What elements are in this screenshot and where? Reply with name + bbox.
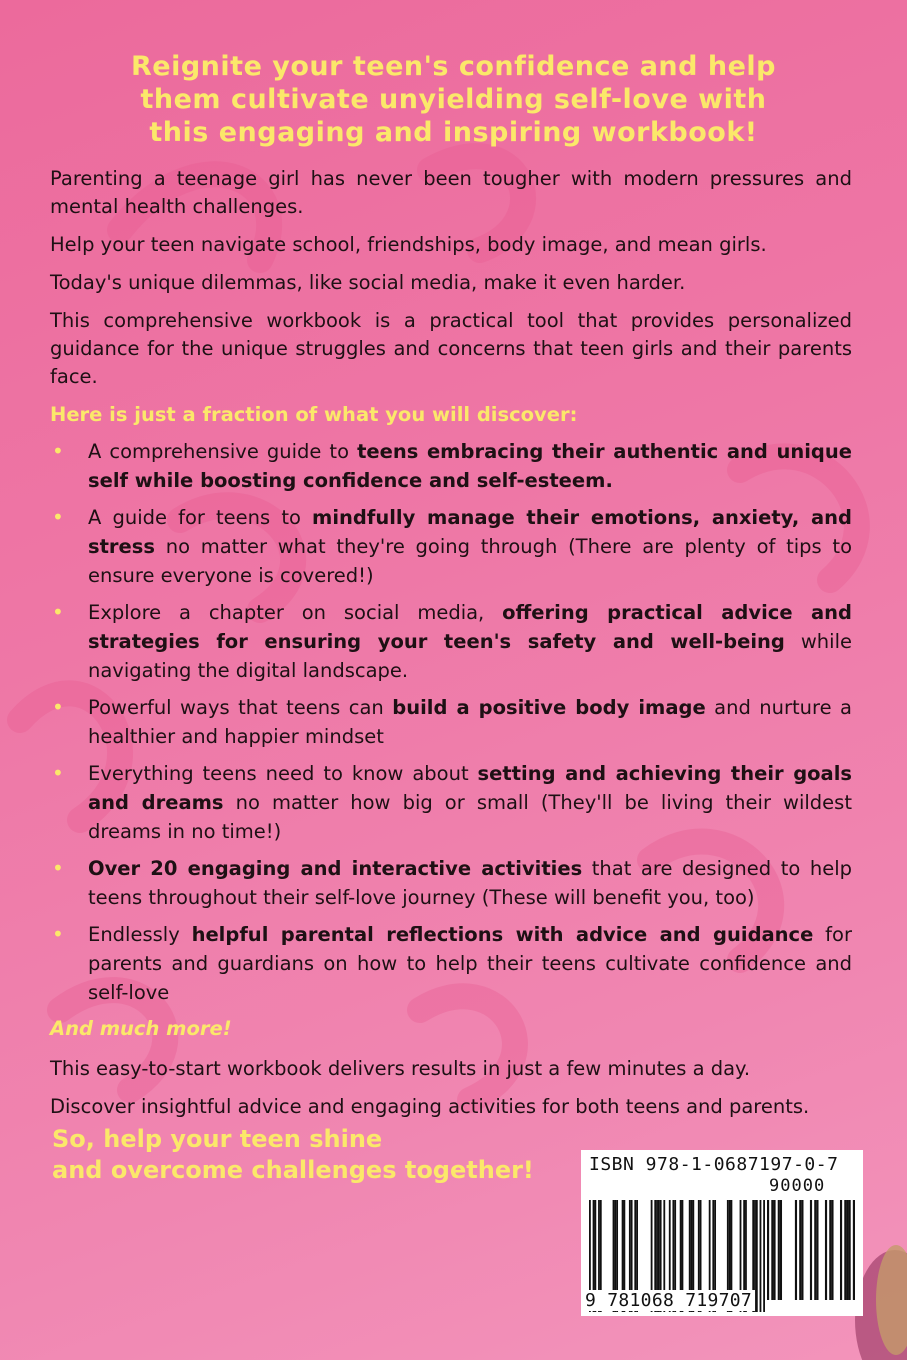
bullet-text: and nurture a healthier and happier mindset bbox=[88, 696, 852, 748]
price-addon-label: 90000 bbox=[769, 1176, 826, 1196]
bullet-text: Explore a chapter on social media, bbox=[88, 601, 503, 624]
list-item bbox=[50, 920, 852, 1007]
bullet-text: A comprehensive guide to bbox=[88, 440, 358, 463]
bullet-highlight: offering practical advice and strategies for ensuring your teen's safety and well-being bbox=[88, 601, 852, 653]
barcode-bar bbox=[801, 1200, 803, 1300]
bullet-highlight: teens embracing their authentic and unique self while boosting confidence and self-esteem. bbox=[88, 440, 853, 492]
headline-line: them cultivate unyielding self-love with bbox=[140, 84, 767, 115]
barcode-bar bbox=[778, 1200, 780, 1300]
outro-paragraph: This easy-to-start workbook delivers results in just a few minutes a day. bbox=[50, 1057, 751, 1080]
bullet-highlight: setting and achieving their goals and dreams bbox=[88, 762, 852, 814]
barcode-bar bbox=[763, 1200, 765, 1312]
discover-heading: Here is just a fraction of what you will discover: bbox=[50, 403, 578, 426]
barcode-bar bbox=[849, 1200, 851, 1300]
barcode-bar bbox=[756, 1200, 758, 1312]
bullet-icon: • bbox=[52, 695, 64, 719]
barcode-bar bbox=[844, 1200, 846, 1300]
bullet-icon: • bbox=[52, 439, 64, 463]
barcode-bar bbox=[853, 1200, 855, 1300]
barcode-bar bbox=[795, 1200, 797, 1300]
list-item bbox=[50, 693, 852, 751]
bullet-text: no matter how big or small (They'll be living their wildest dreams in no time!) bbox=[88, 791, 852, 843]
barcode-bar bbox=[767, 1200, 769, 1300]
description-body bbox=[50, 165, 852, 1131]
barcode-bar bbox=[814, 1200, 816, 1300]
closing-line: and overcome challenges together! bbox=[52, 1156, 534, 1184]
barcode-bar bbox=[799, 1200, 801, 1300]
bullet-text: A guide for teens to bbox=[88, 506, 313, 529]
and-more-text: And much more! bbox=[50, 1017, 232, 1040]
barcode-bar bbox=[829, 1200, 831, 1300]
list-item bbox=[50, 503, 852, 590]
barcode-bar bbox=[771, 1200, 773, 1300]
list-item bbox=[50, 759, 852, 846]
bullet-text: Everything teens need to know about bbox=[88, 762, 478, 785]
bullet-text: while navigating the digital landscape. bbox=[88, 630, 852, 682]
barcode-bar bbox=[780, 1200, 782, 1300]
isbn-label: ISBN 978-1-0687197-0-7 bbox=[589, 1154, 839, 1175]
headline-line: this engaging and inspiring workbook! bbox=[149, 117, 758, 148]
list-item bbox=[50, 598, 852, 685]
bullet-icon: • bbox=[52, 856, 64, 880]
barcode-bar bbox=[773, 1200, 775, 1300]
barcode-bar bbox=[816, 1200, 818, 1300]
bullet-text: no matter what they're going through (There are plenty of tips to ensure everyone is covered!) bbox=[88, 535, 852, 587]
outro-paragraph: Discover insightful advice and engaging activities for both teens and parents. bbox=[50, 1095, 810, 1118]
closing-line: So, help your teen shine bbox=[52, 1125, 383, 1153]
headline bbox=[60, 50, 847, 149]
barcode-bar bbox=[831, 1200, 833, 1300]
addon-barcode-bars bbox=[767, 1200, 855, 1300]
bullet-highlight: Over 20 engaging and interactive activities bbox=[88, 857, 583, 880]
barcode-bar bbox=[760, 1200, 762, 1312]
bullet-icon: • bbox=[52, 505, 64, 529]
bullet-text: for parents and guardians on how to help their teens cultivate confidence and self-love bbox=[88, 923, 852, 1004]
closing-tagline bbox=[52, 1124, 582, 1186]
barcode-bar bbox=[840, 1200, 842, 1300]
barcode-bar bbox=[825, 1200, 827, 1300]
list-item bbox=[50, 437, 852, 495]
bullet-icon: • bbox=[52, 761, 64, 785]
headline-line: Reignite your teen's confidence and help bbox=[131, 51, 776, 82]
intro-paragraph: This comprehensive workbook is a practical tool that provides personalized guidance for the unique struggles and concerns that teen girls and their parents face. bbox=[50, 309, 852, 388]
bullet-text: Powerful ways that teens can bbox=[88, 696, 393, 719]
list-item bbox=[50, 854, 852, 912]
bullet-icon: • bbox=[52, 922, 64, 946]
intro-paragraph: Today's unique dilemmas, like social media, make it even harder. bbox=[50, 271, 686, 294]
barcode-bar bbox=[846, 1200, 848, 1300]
bullet-text: that are designed to help teens throughout their self-love journey (These will benefit you, too) bbox=[88, 857, 852, 909]
intro-paragraph: Parenting a teenage girl has never been tougher with modern pressures and mental health challenges. bbox=[50, 167, 852, 218]
ean-number: 9 781068 719707 bbox=[585, 1290, 755, 1311]
bullet-highlight: mindfully manage their emotions, anxiety, and stress bbox=[88, 506, 852, 558]
barcode-bar bbox=[810, 1200, 812, 1300]
bullet-icon: • bbox=[52, 600, 64, 624]
feature-list bbox=[50, 437, 852, 1007]
bullet-highlight: build a positive body image bbox=[392, 696, 706, 719]
bullet-highlight: helpful parental reflections with advice and guidance bbox=[191, 923, 814, 946]
isbn-barcode bbox=[581, 1150, 863, 1316]
intro-paragraph: Help your teen navigate school, friendships, body image, and mean girls. bbox=[50, 233, 767, 256]
bullet-text: Endlessly bbox=[88, 923, 192, 946]
